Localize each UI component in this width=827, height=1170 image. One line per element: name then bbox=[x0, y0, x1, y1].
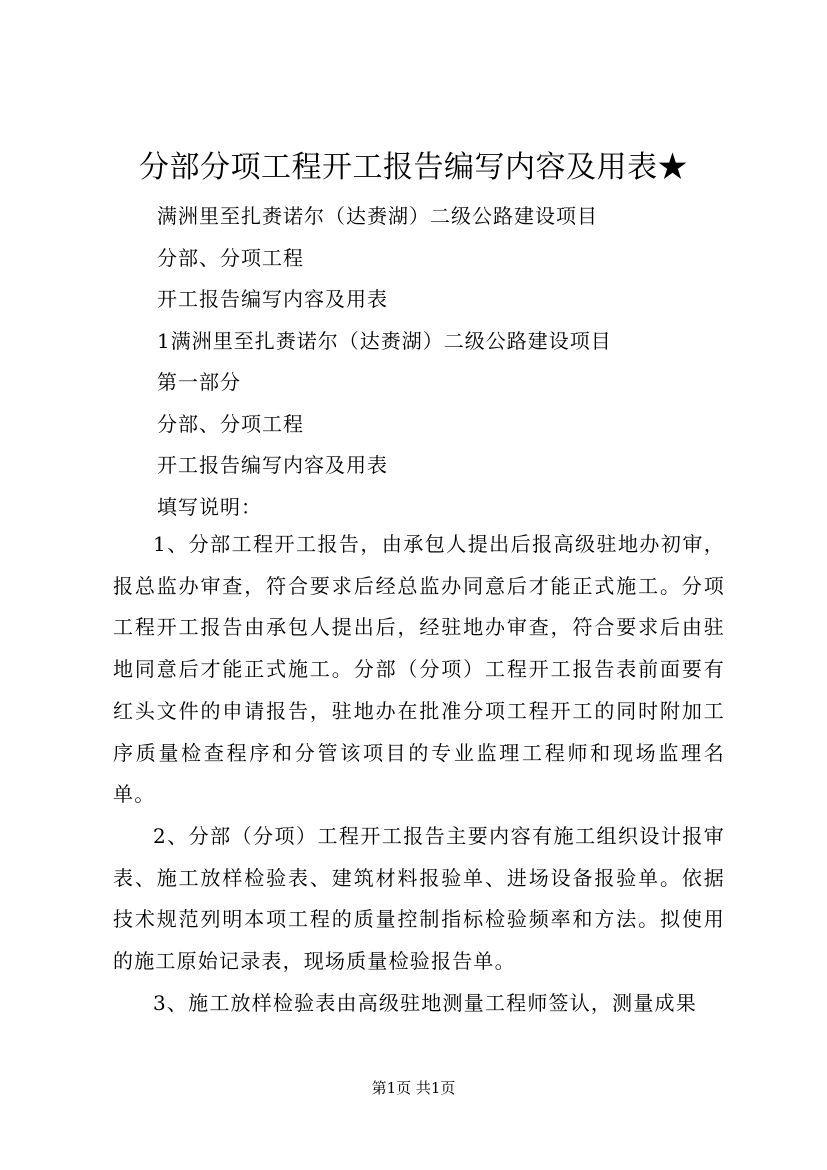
paragraph: 3、施工放样检验表由高级驻地测量工程师签认，测量成果 bbox=[153, 990, 697, 1015]
header-line: 分部、分项工程 bbox=[157, 245, 304, 270]
paragraph: 2、分部（分项）工程开工报告主要内容有施工组织设计报审表、施工放样检验表、建筑材料报验单、进场设备报验单。依据技术规范列明本项工程的质量控制指标检验频率和方法。拟使用的施工原始记录表，现场质量检验报告单。 bbox=[113, 823, 725, 974]
document-title: 分部分项工程开工报告编写内容及用表★ bbox=[139, 150, 688, 185]
header-line: 分部、分项工程 bbox=[157, 411, 304, 436]
header-line: 1满洲里至扎赉诺尔（达赉湖）二级公路建设项目 bbox=[157, 328, 612, 353]
page-footer: 第1页 共1页 bbox=[371, 1079, 456, 1097]
header-line: 填写说明： bbox=[157, 494, 262, 519]
header-lines bbox=[157, 196, 612, 528]
header-line: 开工报告编写内容及用表 bbox=[157, 287, 388, 311]
body-text bbox=[113, 524, 725, 1024]
paragraph: 1、分部工程开工报告，由承包人提出后报高级驻地办初审，报总监办审查，符合要求后经总监办同意后才能正式施工。分项工程开工报告由承包人提出后，经驻地办审查，符合要求后由驻地同意后才能正式施工。分部（分项）工程开工报告表前面要有红头文件的申请报告，驻地办在批准分项工程开工的同时附加工序质量检查程序和分管该项目的专业监理工程师和现场监理名单。 bbox=[113, 532, 725, 807]
header-line: 满洲里至扎赉诺尔（达赉湖）二级公路建设项目 bbox=[157, 204, 598, 228]
header-line: 开工报告编写内容及用表 bbox=[157, 453, 388, 477]
header-line: 第一部分 bbox=[157, 370, 241, 394]
